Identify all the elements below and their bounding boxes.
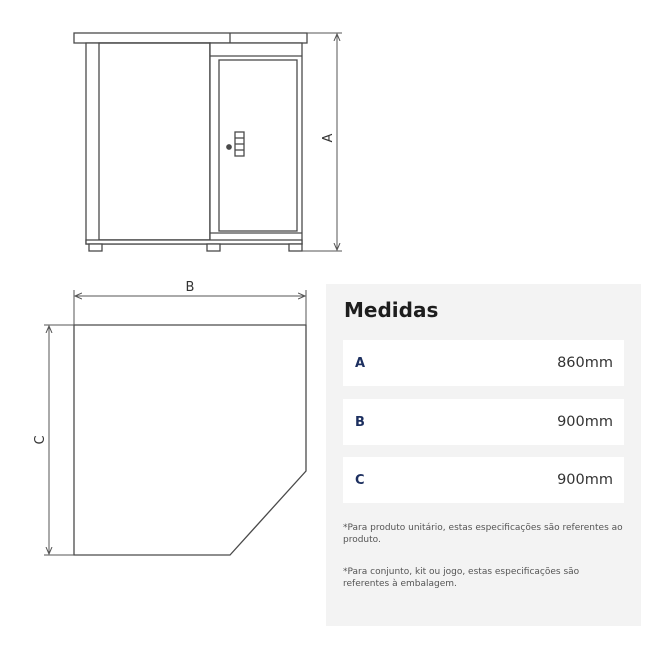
measurement-row-b (343, 399, 624, 445)
cabinet-foot-mid (207, 244, 220, 251)
dimension-c-label: C (33, 435, 48, 445)
dimension-c (44, 325, 74, 555)
measurement-value: 900mm (557, 472, 613, 488)
note-kit: *Para conjunto, kit ou jogo, estas especificações são referentes à embalagem. (343, 567, 580, 589)
cabinet-body-right (210, 43, 302, 244)
measurement-value: 900mm (557, 414, 613, 430)
dimension-a-label: A (321, 133, 336, 143)
cabinet-foot-right (289, 244, 302, 251)
cabinet-body-left (86, 43, 210, 244)
measurement-row-a (343, 340, 624, 386)
measurement-label: C (355, 472, 365, 488)
cabinet-foot-left (89, 244, 102, 251)
dimension-b-label: B (185, 280, 195, 295)
cabinet-plinth (86, 240, 302, 244)
measurement-label: A (355, 355, 366, 371)
measurement-row-c (343, 457, 624, 503)
cabinet-top-view (74, 325, 306, 555)
handle-icon (235, 132, 244, 156)
lock-icon (227, 145, 231, 149)
cabinet-top (74, 33, 307, 43)
note-product: *Para produto unitário, estas especificações são referentes ao produto. (343, 523, 623, 545)
cabinet-front-view (74, 33, 307, 251)
panel-title: Medidas (344, 298, 439, 322)
measurement-value: 860mm (557, 355, 613, 371)
measurement-label: B (355, 414, 365, 430)
dimension-b (74, 290, 306, 325)
measurements-panel (326, 284, 641, 626)
